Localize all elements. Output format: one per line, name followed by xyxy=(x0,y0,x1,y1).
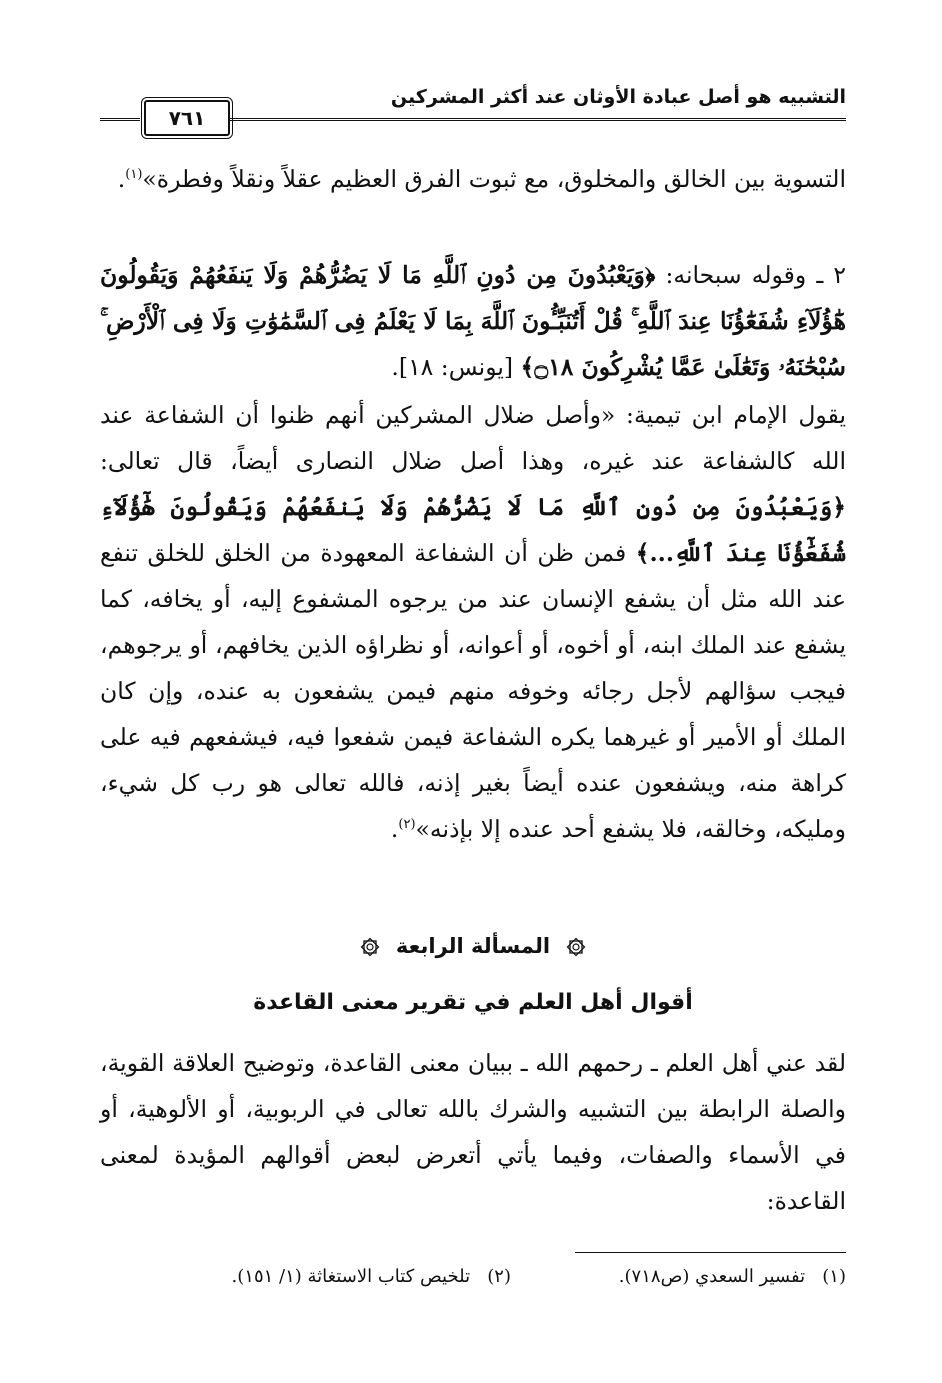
header-rule-left xyxy=(100,118,140,125)
ornament-icon xyxy=(359,936,381,958)
footnote-number: (١) xyxy=(822,1266,846,1287)
footnote-2 xyxy=(232,1264,511,1290)
footnote-ref-2[interactable]: (٢) xyxy=(398,817,416,833)
page-number: ٧٦١ xyxy=(144,100,230,136)
footnote-ref-1[interactable]: (١) xyxy=(125,167,143,183)
footnote-text: تلخيص كتاب الاستغاثة (١/ ١٥١). xyxy=(231,1266,471,1287)
paragraph-1-end: . xyxy=(117,165,126,193)
footnote-1 xyxy=(619,1264,846,1290)
page-header xyxy=(100,82,846,130)
ornament-icon xyxy=(565,936,587,958)
item-2-intro: ٢ ـ وقوله سبحانه: xyxy=(655,261,846,289)
paragraph-1-text: التسوية بين الخالق والمخلوق، مع ثبوت الفرق العظيم عقلاً ونقلاً وفطرة» xyxy=(142,165,846,193)
paragraph-3 xyxy=(100,392,846,852)
section-title: أقوال أهل العلم في تقرير معنى القاعدة xyxy=(253,990,693,1015)
paragraph-4: لقد عني أهل العلم ـ رحمهم الله ـ ببيان معنى القاعدة، وتوضيح العلاقة القوية، والصلة الرابطة بين التشبيه والشرك بالله تعالى في الربوبية، أو الألوهية، أو في الأسماء والصفات، وفيما يأتي أتعرض لبعض أقوالهم المؤيدة لمعنى القاعدة: xyxy=(100,1049,846,1215)
header-rule xyxy=(230,118,846,125)
footnote-rule xyxy=(575,1252,846,1253)
running-title: التشبيه هو أصل عبادة الأوثان عند أكثر المشركين xyxy=(390,86,846,108)
paragraph-2 xyxy=(100,252,846,390)
verse-citation: [يونس: ١٨]. xyxy=(391,353,521,381)
paragraph-3-end: . xyxy=(390,815,399,843)
paragraph-3-text-a: يقول الإمام ابن تيمية: «وأصل ضلال المشركين أنهم ظنوا أن الشفاعة عند الله كالشفاعة عند غيره، وهذا أصل ضلال النصارى أيضاً، قال تعالى: xyxy=(100,401,846,475)
section-label-text: المسألة الرابعة xyxy=(395,934,551,958)
footnote-number: (٢) xyxy=(487,1266,511,1287)
quran-verse: ﴿وَيَعْبُدُونَ مِن دُونِ ٱللَّهِ مَا لَا يَضُرُّهُمْ وَلَا يَنفَعُهُمْ وَيَقُولُونَ هَٰٓؤُلَآءِ شُفَعَٰٓؤُنَا عِندَ ٱللَّهِ ۚ قُلْ أَتُنَبِّـُٔونَ ٱللَّهَ بِمَا لَا يَعْلَمُ فِى ٱلسَّمَٰوَٰتِ وَلَا فِى ٱلْأَرْضِ ۚ سُبْحَٰنَهُۥ وَتَعَٰلَىٰ عَمَّا يُشْرِكُونَ ۝١٨﴾ xyxy=(100,261,846,381)
section-label xyxy=(100,934,846,958)
paragraph-3-text-b: فمن ظن أن الشفاعة المعهودة من الخلق للخلق تنفع عند الله مثل أن يشفع الإنسان عند من يرجوه المشفوع إليه، أو يخافه، كما يشفع عند الملك ابنه، أو أخوه، أو أعوانه، أو نظراؤه الذين يخافهم، أو يرجوهم، فيجب سؤالهم لأجل رجائه وخوفه منهم فيمن يشفعون به عنده، وإن كان الملك أو الأمير أو غيرهما يكره الشفاعة فيمن شفعوا فيه، فيشفعهم فيه على كراهة منه، ويشفعون عنده أيضاً بغير إذنه، فالله تعالى هو رب كل شيء، ومليكه، وخالقه، فلا يشفع أحد عنده إلا بإذنه» xyxy=(100,539,846,843)
footnote-text: تفسير السعدي (ص٧١٨). xyxy=(618,1266,806,1287)
quran-verse-2: ﴿وَيَعْبُدُونَ مِن دُونِ ٱللَّهِ مَا لَا يَضُرُّهُمْ وَلَا يَنفَعُهُمْ وَيَقُولُونَ هَٰٓؤُلَآءِ شُفَعَٰٓؤُنَا عِندَ ٱللَّهِ...﴾ xyxy=(100,493,846,567)
paragraph-1 xyxy=(100,156,846,202)
